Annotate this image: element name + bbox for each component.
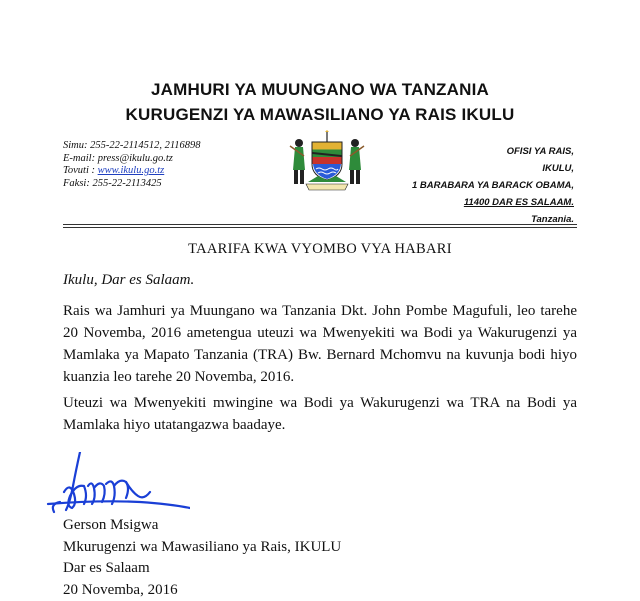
- address-block: [412, 143, 574, 228]
- contact-phone: Simu: 255-22-2114512, 2116898: [63, 140, 201, 153]
- contact-website-label: Tovuti :: [63, 165, 98, 176]
- address-line-1: OFISI YA RAIS,: [412, 143, 574, 160]
- header-line-1: JAMHURI YA MUUNGANO WA TANZANIA: [0, 80, 640, 100]
- contact-block: [63, 140, 201, 190]
- contact-website-link[interactable]: www.ikulu.go.tz: [98, 165, 165, 176]
- header-divider-bottom: [63, 227, 577, 228]
- header-divider-top: [63, 224, 577, 225]
- body-paragraph-1: Rais wa Jamhuri ya Muungano wa Tanzania Dkt. John Pombe Magufuli, leo tarehe 20 Novemba, 2016 ametengua uteuzi wa Mwenyekiti wa Bodi ya Wakurugenzi ya Mamlaka ya Mapato Tanzania (TRA) Bw. Bernard Mchomvu na kuvunja bodi hiyo kuanzia leo tarehe 20 Novemba, 2016.: [63, 300, 577, 388]
- dateline-place: Ikulu, Dar es Salaam.: [63, 272, 194, 289]
- coat-of-arms-icon: [282, 130, 372, 192]
- address-line-3: 1 BARABARA YA BARACK OBAMA,: [412, 177, 574, 194]
- address-line-4: 11400 DAR ES SALAAM.: [412, 194, 574, 211]
- contact-website-row: [63, 165, 201, 178]
- signatory-date: 20 Novemba, 2016: [63, 580, 341, 601]
- header-line-2: KURUGENZI YA MAWASILIANO YA RAIS IKULU: [0, 105, 640, 125]
- signatory-name: Gerson Msigwa: [63, 515, 341, 537]
- signatory-block: [63, 515, 341, 601]
- address-line-5: Tanzania.: [412, 211, 574, 228]
- body-paragraph-2: Uteuzi wa Mwenyekiti mwingine wa Bodi ya Wakurugenzi wa TRA na Bodi ya Mamlaka hiyo utatangazwa baadaye.: [63, 392, 577, 436]
- contact-email: E-mail: press@ikulu.go.tz: [63, 153, 201, 166]
- signatory-position: Mkurugenzi wa Mawasiliano ya Rais, IKULU: [63, 537, 341, 559]
- signatory-city: Dar es Salaam: [63, 558, 341, 580]
- address-line-2: IKULU,: [412, 160, 574, 177]
- contact-fax: Faksi: 255-22-2113425: [63, 178, 201, 191]
- release-title: TAARIFA KWA VYOMBO VYA HABARI: [0, 241, 640, 258]
- handwritten-signature: [40, 452, 190, 524]
